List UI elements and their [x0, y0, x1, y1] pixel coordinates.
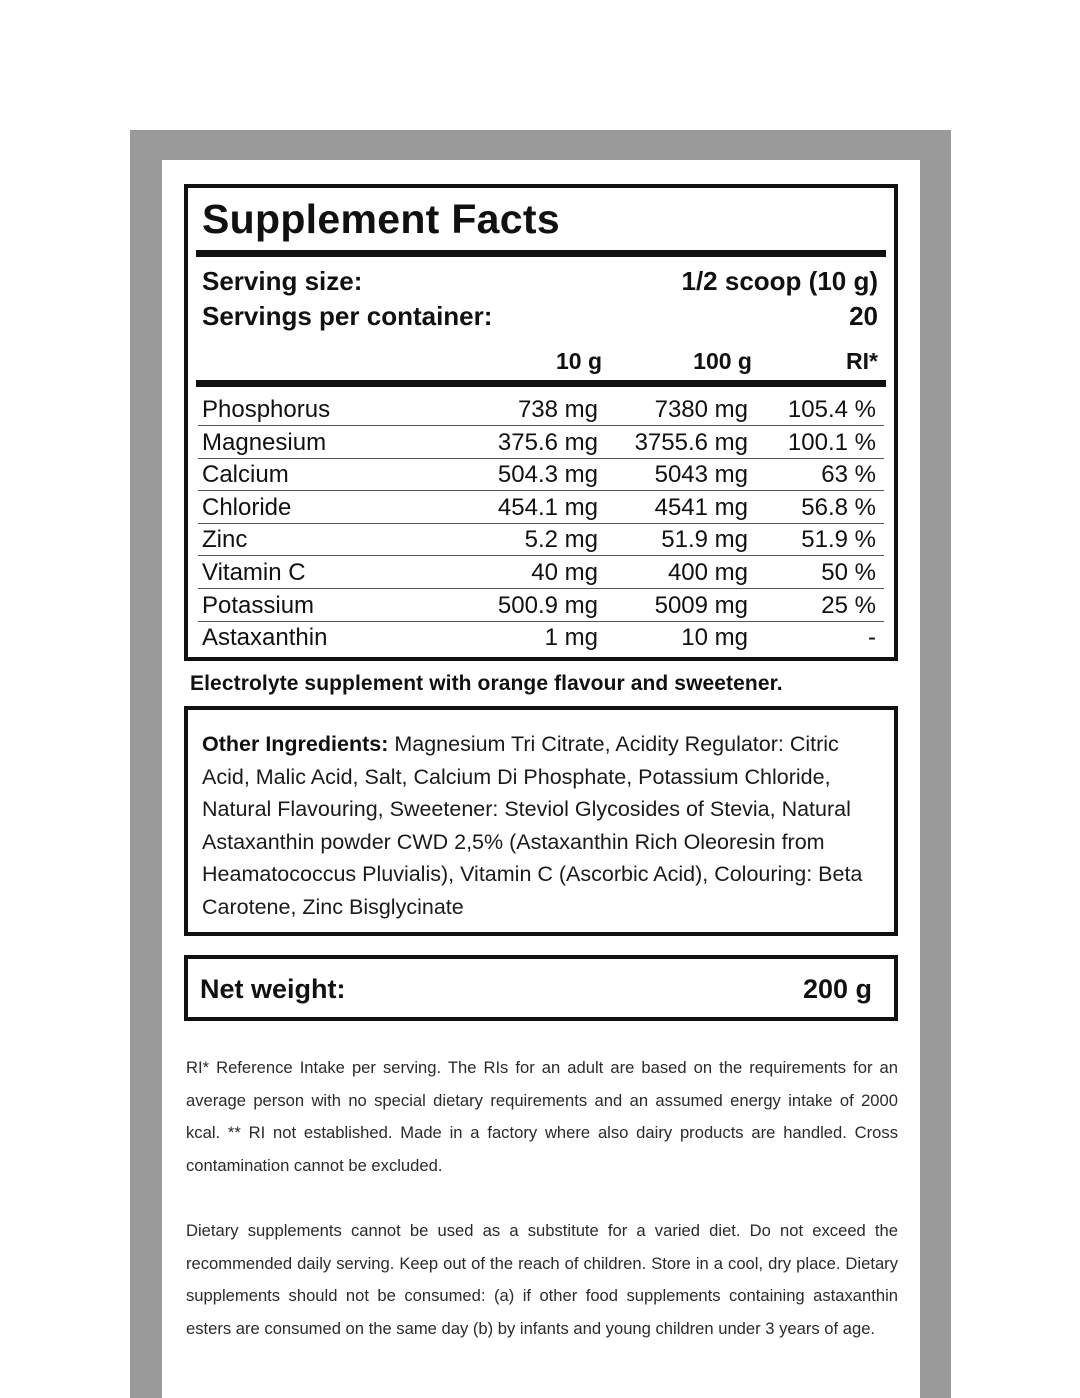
product-description: Electrolyte supplement with orange flavour and sweetener. — [190, 672, 783, 695]
nutrient-name: Vitamin C — [202, 559, 306, 586]
nutrient-name: Astaxanthin — [202, 624, 328, 652]
column-header-ri: RI* — [846, 348, 878, 374]
facts-title: Supplement Facts — [202, 196, 560, 242]
nutrient-row — [198, 393, 884, 426]
nutrient-name: Potassium — [202, 591, 315, 619]
amount-per-100g: 10 mg — [681, 624, 748, 652]
reference-intake-percent: 51.9 % — [801, 526, 876, 554]
amount-per-100g: 400 mg — [667, 559, 748, 586]
header-divider — [196, 380, 886, 387]
amount-per-100g: 51.9 mg — [661, 526, 748, 554]
amount-per-10g: 500.9 mg — [497, 591, 598, 619]
serving-size-row — [202, 266, 878, 297]
nutrient-row — [198, 556, 884, 589]
servings-per-container-row — [202, 301, 878, 332]
amount-per-100g: 7380 mg — [654, 396, 748, 423]
ingredients-text: Magnesium Tri Citrate, Acidity Regulator: Citric Acid, Malic Acid, Salt, Calcium Di Phosphate, Potassium Chloride, Natural Flavouring, Sweetener: Steviol Glycosides of Stevia, Natural Astaxanthin powder CWD 2,5% (Astaxanthin Rich Oleoresin from Heamatococcus Pluvialis), Vitamin C (Ascorbic Acid), Colouring: Beta Carotene, Zinc Bisglycinate — [202, 732, 863, 919]
nutrient-name: Zinc — [202, 526, 248, 554]
nutrient-name: Chloride — [202, 493, 292, 521]
title-divider — [196, 250, 886, 257]
ingredients-box — [184, 706, 898, 936]
net-weight-box — [184, 955, 898, 1021]
amount-per-10g: 40 mg — [531, 559, 598, 586]
ingredients-label: Other Ingredients: — [202, 732, 389, 756]
reference-intake-percent: 100.1 % — [787, 428, 876, 456]
serving-size-value: 1/2 scoop (10 g) — [681, 266, 878, 296]
nutrient-row — [198, 458, 884, 491]
amount-per-100g: 4541 mg — [654, 493, 748, 521]
dietary-warning-note: Dietary supplements cannot be used as a substitute for a varied diet. Do not exceed the recommended daily serving. Keep out of the reach of children. Store in a cool, dry place. Dietary supplements should not be consumed: (a) if other food supplements containing astaxanthin esters are consumed on the same day (b) by infants and young children under 3 years of age. — [186, 1221, 898, 1338]
nutrient-row — [198, 426, 884, 459]
column-header-100g: 100 g — [693, 348, 752, 374]
amount-per-100g: 5043 mg — [654, 461, 748, 489]
serving-size-label: Serving size: — [202, 266, 363, 296]
amount-per-10g: 738 mg — [517, 396, 598, 423]
servings-per-container-value: 20 — [849, 301, 878, 331]
amount-per-10g: 504.3 mg — [497, 461, 598, 489]
net-weight-value: 200 g — [802, 974, 872, 1004]
reference-intake-percent: 25 % — [821, 591, 876, 619]
reference-intake-percent: 56.8 % — [801, 493, 876, 521]
column-header-10g: 10 g — [555, 348, 602, 374]
supplement-facts-panel — [184, 184, 898, 661]
amount-per-10g: 5.2 mg — [524, 526, 598, 554]
amount-per-10g: 1 mg — [544, 624, 598, 652]
amount-per-100g: 3755.6 mg — [634, 428, 748, 456]
nutrient-name: Calcium — [202, 461, 289, 489]
nutrient-row — [198, 589, 884, 622]
servings-per-container-label: Servings per container: — [202, 301, 493, 331]
amount-per-10g: 454.1 mg — [497, 493, 598, 521]
amount-per-10g: 375.6 mg — [497, 428, 598, 456]
nutrient-row — [198, 523, 884, 556]
reference-intake-percent: - — [868, 624, 876, 652]
nutrient-name: Magnesium — [202, 428, 327, 456]
reference-intake-percent: 50 % — [821, 559, 876, 586]
net-weight-label: Net weight: — [200, 974, 346, 1004]
reference-intake-percent: 105.4 % — [787, 396, 876, 423]
nutrient-row — [198, 621, 884, 653]
nutrient-row — [198, 491, 884, 524]
amount-per-100g: 5009 mg — [654, 591, 748, 619]
reference-intake-note: RI* Reference Intake per serving. The RIs for an adult are based on the requirements for an average person with no special dietary requirements and an assumed energy intake of 2000 kcal. ** RI not established. Made in a factory where also dairy products are handled. Cross contamination cannot be excluded. — [186, 1058, 898, 1175]
reference-intake-percent: 63 % — [821, 461, 876, 489]
nutrient-name: Phosphorus — [202, 396, 331, 423]
